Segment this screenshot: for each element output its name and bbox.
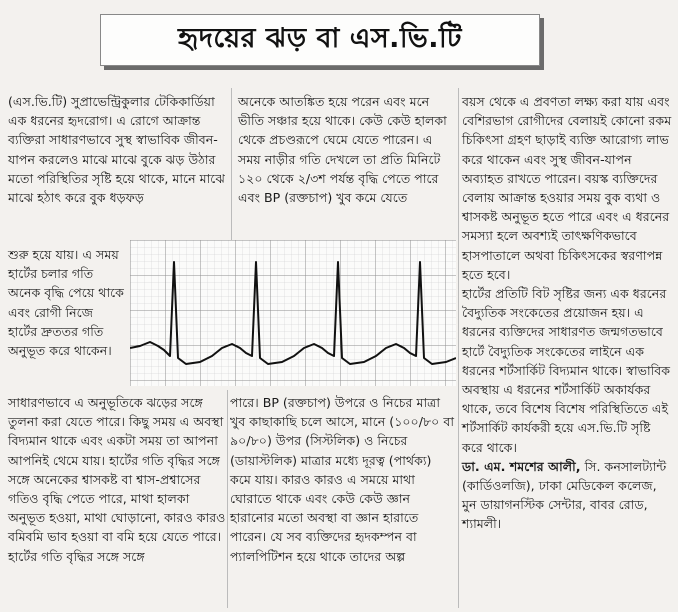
headline-box: [100, 14, 540, 66]
column-divider: [458, 88, 459, 608]
ecg-strip-image: [130, 240, 456, 386]
paragraph: হার্টের প্রতিটি বিট সৃষ্টির জন্য এক ধরনের বৈদ্যুতিক সংকেতের প্রয়োজন হয়। এ ধরনের ব্যক্তিদের সাধারণত জন্মগতভাবে হার্টে বৈদ্যুতিক সংকেতের লাইনে এক ধরনের শর্টসার্কিট বিদ্যমান থাকে। স্বাভাবিক অবস্থায় এ ধরনের শর্টসার্কিট অকার্যকর থাকে, তবে বিশেষ বিশেষ পরিস্থিতিতে এই শর্টসার্কিট কার্যকরী হয়ে এস.ভি.টি সৃষ্টি করে থাকে।: [462, 286, 671, 455]
column-divider: [231, 88, 232, 240]
ecg-trace: [130, 240, 456, 386]
paragraph: (এস.ভি.টি) সুপ্রাভেন্ট্রিকুলার টেকিকার্ডিয়া এক ধরনের হৃদরোগ। এ রোগে আক্রান্ত ব্যক্তিরা সাধারণভাবে সুস্থ স্বাভাবিক জীবন-যাপন করলেও মাঝে মাঝে বুকে ঝড় উঠার মতো পরিস্থিতির সৃষ্টি হয়ে থাকে, মানে মাঝে মাঝে হঠাৎ করে বুক ধড়ফড়: [8, 94, 225, 206]
paragraph: শুরু হয়ে যায়। এ সময় হার্টের চলার গতি অনেক বৃদ্ধি পেয়ে থাকে এবং রোগী নিজে হার্টের দ্রুততর গতি অনুভূত করে থাকেন।: [8, 247, 124, 359]
paragraph: বয়স থেকে এ প্রবণতা লক্ষ্য করা যায় এবং বেশিরভাগ রোগীদের বেলায়ই কোনো রকম চিকিৎসা গ্রহণ ছাড়াই ব্যক্তি আরোগ্য লাভ করে থাকেন এবং সুস্থ জীবন-যাপন অব্যাহত রাখতে পারেন। বয়স্ক ব্যক্তিদের বেলায় আক্রান্ত হওয়ার সময় বুক ব্যথা ও শ্বাসকষ্ট অনুভূত হতে পারে এবং এ ধরনের সমস্যা হলে অবশ্যই তাৎক্ষণিকভাবে হাসপাতালে অথবা চিকিৎসকের স্বরণাপন্ন হতে হবে।: [462, 94, 672, 282]
paragraph: পারে। BP (রক্তচাপ) উপরে ও নিচের মাত্রা খুব কাছাকাছি চলে আসে, মানে (১০০/৮০ বা ৯০/৮০) উপর (সিস্টলিক) ও নিচের (ডায়াস্টলিক) মাত্রার মধ্যে দূরত্ব (পার্থক্য) কমে যায়। কারও কারও এ সময়ে মাথা ঘোরাতে থাকে এবং কেউ কেউ জ্ঞান হারানোর মতো অবস্থা বা জ্ঞান হারাতে পারেন। যে সব ব্যক্তিদের হৃদকম্পন বা প্যালপিটিশন হয়ে থাকে তাদের অল্প: [230, 395, 455, 564]
column-1-top: [8, 92, 226, 207]
paragraph: অনেকে আতঙ্কিত হয়ে পরেন এবং মনে ভীতি সঞ্চার হয়ে থাকে। কেউ কেউ হালকা থেকে প্রচণ্ডরূপে ঘেমে যেতে পারেন। এ সময় নাড়ীর গতি দেখলে তা প্রতি মিনিটে ১২০ থেকে ২/৩শ পর্যন্ত বৃদ্ধি পেতে পারে এবং BP (রক্তচাপ) খুব কমে যেতে: [238, 94, 447, 206]
column-1-narrow: [8, 245, 126, 360]
paragraph: সাধারণভাবে এ অনুভূতিকে ঝড়ের সঙ্গে তুলনা করা যেতে পারে। কিছু সময় এ অবস্থা বিদ্যমান থাকে এবং একটা সময় তা আপনা আপনিই থেমে যায়। হার্টের গতি বৃদ্ধির সঙ্গে সঙ্গে অনেকের শ্বাসকষ্ট বা শ্বাস-প্রশ্বাসের গতিও বৃদ্ধি পেতে পারে, মাথা হালকা অনুভূত হওয়া, মাথা ঘোড়ানো, কারও কারও বমিবমি ভাব হওয়া বা বমি হয়ে যেতে পারে। হার্টের গতি বৃদ্ধির সঙ্গে সঙ্গে: [8, 395, 226, 564]
author-affiliation: সি. কনসালট্যান্ট (কার্ডিওলজি), ঢাকা মেডিকেল কলেজ, মুন ডায়াগনস্টিক সেন্টার, বাবর রোড, শ্যামলী।: [462, 458, 667, 532]
headline: হৃদয়ের ঝড় বা এস.ভি.টি: [178, 22, 462, 54]
column-3: [462, 92, 674, 534]
column-1-bottom: [8, 393, 226, 566]
column-divider: [227, 390, 228, 608]
author-name: ডা. এম. শমশের আলী,: [462, 458, 581, 474]
column-2-bottom: [230, 393, 456, 566]
author-credit: [462, 457, 674, 534]
column-2-top: [238, 92, 456, 207]
